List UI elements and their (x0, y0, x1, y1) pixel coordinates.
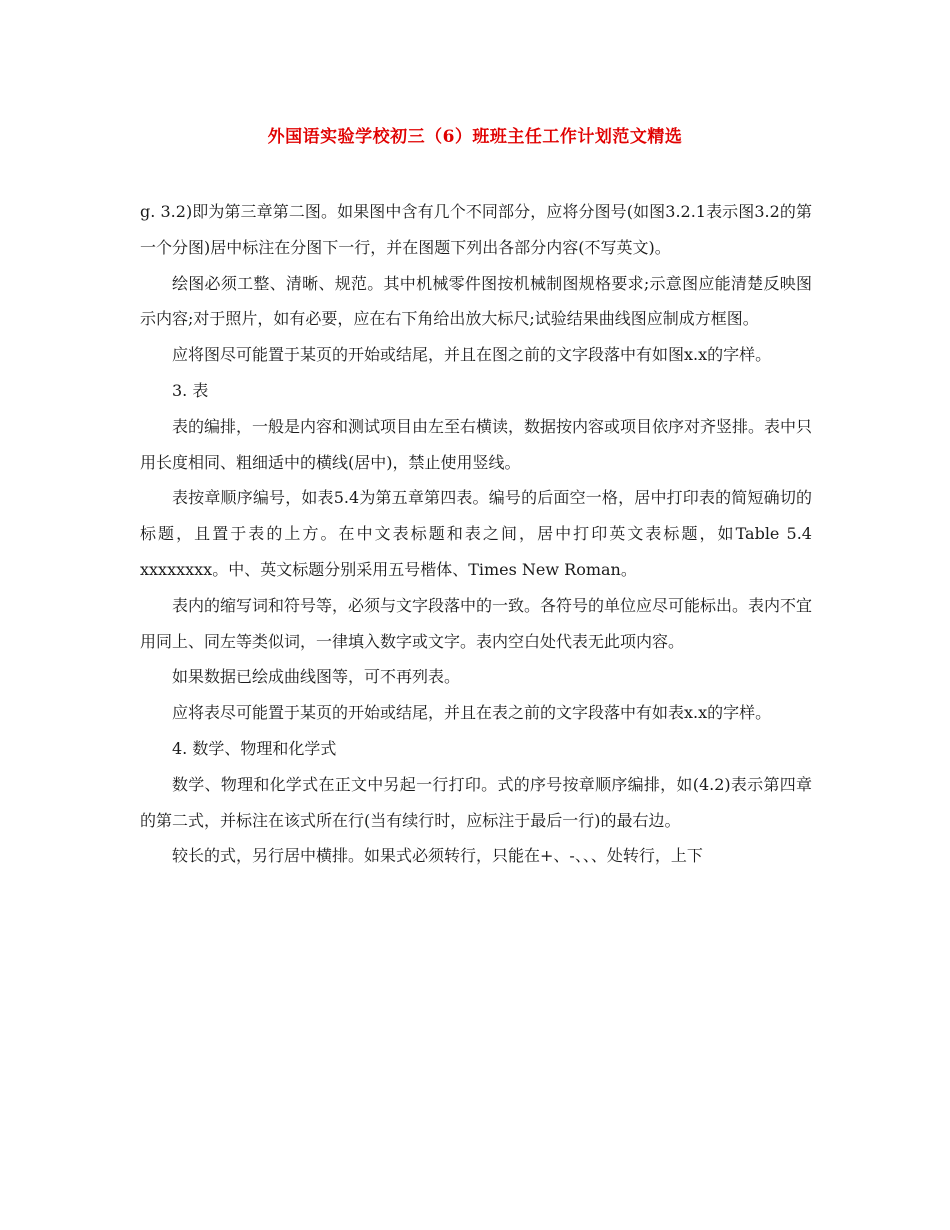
document-body (140, 194, 812, 874)
paragraph: g. 3.2)即为第三章第二图。如果图中含有几个不同部分，应将分图号(如图3.2.1表示图3.2的第一个分图)居中标注在分图下一行，并在图题下列出各部分内容(不写英文)。 (140, 202, 812, 257)
section-heading: 3. 表 (172, 380, 209, 400)
paragraph: 数学、物理和化学式在正文中另起一行打印。式的序号按章顺序编排，如(4.2)表示第四章的第二式，并标注在该式所在行(当有续行时，应标注于最后一行)的最右边。 (140, 774, 812, 830)
paragraph: 表的编排，一般是内容和测试项目由左至右横读，数据按内容或项目依序对齐竖排。表中只用长度相同、粗细适中的横线(居中)，禁止使用竖线。 (140, 416, 813, 472)
paragraph: 应将表尽可能置于某页的开始或结尾，并且在表之前的文字段落中有如表x.x的字样。 (172, 703, 772, 723)
document-title: 外国语实验学校初三（6）班班主任工作计划范文精选 (267, 127, 683, 147)
paragraph: 表内的缩写词和符号等，必须与文字段落中的一致。各符号的单位应尽可能标出。表内不宜用同上、同左等类似词，一律填入数字或文字。表内空白处代表无此项内容。 (140, 595, 813, 651)
paragraph: 表按章顺序编号，如表5.4为第五章第四表。编号的后面空一格，居中打印表的简短确切的标题，且置于表的上方。在中文表标题和表之间，居中打印英文表标题，如Table 5.4 xxxxxxxx。中、英文标题分别采用五号楷体、Times New Roman。 (140, 488, 812, 579)
paragraph: 如果数据已绘成曲线图等，可不再列表。 (172, 667, 461, 687)
paragraph: 绘图必须工整、清晰、规范。其中机械零件图按机械制图规格要求;示意图应能清楚反映图示内容;对于照片，如有必要，应在右下角给出放大标尺;试验结果曲线图应制成方框图。 (140, 273, 812, 329)
paragraph: 应将图尽可能置于某页的开始或结尾，并且在图之前的文字段落中有如图x.x的字样。 (172, 345, 772, 365)
paragraph: 较长的式，另行居中横排。如果式必须转行，只能在+、-、、、处转行，上下 (172, 846, 703, 866)
section-heading: 4. 数学、物理和化学式 (172, 738, 337, 758)
